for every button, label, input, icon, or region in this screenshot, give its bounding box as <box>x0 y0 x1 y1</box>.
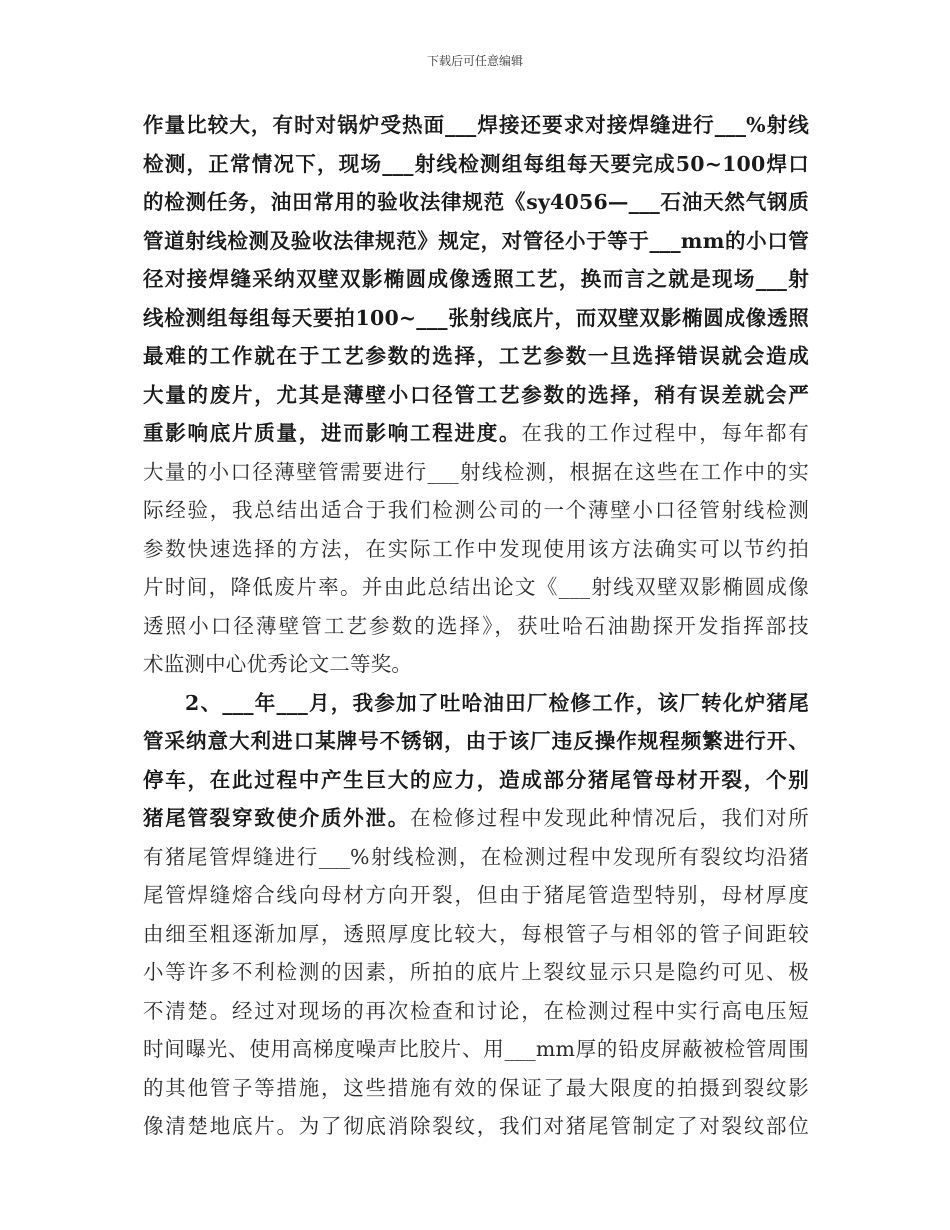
page-header: 下载后可任意编辑 <box>426 54 523 68</box>
body-text: 有猪尾管焊缝进行___%射线检测，在检测过程中发现所有裂纹均沿猪 <box>143 844 809 869</box>
text-line <box>143 145 809 184</box>
body-text: 术监测中心优秀论文二等奖。 <box>143 652 413 676</box>
text-line <box>143 106 809 145</box>
text-line <box>143 645 809 684</box>
bold-text: 线检测组每组每天要拍100~___张射线底片，而双壁双影椭圆成像透照 <box>143 305 809 330</box>
text-line <box>143 876 809 915</box>
body-text: 在检修过程中发现此种情况后，我们对所 <box>410 806 809 830</box>
bold-text: 作量比较大，有时对锅炉受热面___焊接还要求对接焊缝进行___%射线 <box>143 113 809 137</box>
bold-text: 管采纳意大利进口某牌号不锈钢，由于该厂违反操作规程频繁进行开、 <box>143 729 809 753</box>
body-text: 在我的工作过程中，每年都有 <box>521 421 809 445</box>
bold-text: 猪尾管裂穿致使介质外泄。 <box>143 806 411 830</box>
text-line <box>143 1107 809 1146</box>
bold-text: 重影响底片质量，进而影响工程进度。 <box>143 421 522 445</box>
text-line <box>143 183 809 222</box>
body-text: 参数快速选择的方法，在实际工作中发现使用该方法确实可以节约拍 <box>143 536 809 561</box>
bold-text: 大量的废片，尤其是薄壁小口径管工艺参数的选择，稍有误差就会严 <box>143 382 809 407</box>
text-line <box>143 838 809 877</box>
bold-text: 停车，在此过程中产生巨大的应力，造成部分猪尾管母材开裂，个别 <box>143 767 809 792</box>
text-line <box>143 1030 809 1069</box>
body-text: 片时间，降低废片率。并由此总结出论文《___射线双壁双影椭圆成像 <box>143 575 809 599</box>
text-line <box>143 222 809 261</box>
text-line <box>143 722 809 761</box>
text-line <box>143 530 809 569</box>
text-line <box>143 799 809 838</box>
text-line <box>143 607 809 646</box>
text-line <box>143 299 809 338</box>
text-line <box>143 453 809 492</box>
body-text: 透照小口径薄壁管工艺参数的选择》，获吐哈石油勘探开发指挥部技 <box>143 613 809 638</box>
bold-text: 的检测任务，油田常用的验收法律规范《sy4056—___石油天然气钢质 <box>143 190 809 214</box>
text-line <box>143 915 809 954</box>
body-text: 不清楚。经过对现场的再次检查和讨论，在检测过程中实行高电压短 <box>143 998 809 1023</box>
bold-text: 2、___年___月，我参加了吐哈油田厂检修工作，该厂转化炉猪尾 <box>185 690 809 715</box>
body-text: 时间曝光、使用高梯度噪声比胶片、用___mm厚的铅皮屏蔽被检管周围 <box>143 1037 809 1061</box>
bold-text: 检测，正常情况下，现场___射线检测组每组每天要完成50~100焊口 <box>143 151 809 176</box>
body-text: 像清楚地底片。为了彻底消除裂纹，我们对猪尾管制定了对裂纹部位 <box>143 1114 809 1138</box>
body-text: 的其他管子等措施，这些措施有效的保证了最大限度的拍摄到裂纹影 <box>143 1075 809 1100</box>
text-line <box>143 761 809 800</box>
text-line <box>143 491 809 530</box>
text-line <box>143 1069 809 1108</box>
bold-text: 管道射线检测及验收法律规范》规定，对管径小于等于___mm的小口管 <box>143 228 809 253</box>
text-line <box>143 376 809 415</box>
body-text: 小等许多不利检测的因素，所拍的底片上裂纹显示只是隐约可见、极 <box>143 960 809 984</box>
text-line <box>143 337 809 376</box>
text-line <box>143 260 809 299</box>
text-line <box>143 953 809 992</box>
text-line <box>143 992 809 1031</box>
bold-text: 径对接焊缝采纳双壁双影椭圆成像透照工艺，换而言之就是现场___射 <box>143 267 809 291</box>
body-text: 尾管焊缝熔合线向母材方向开裂，但由于猪尾管造型特别，母材厚度 <box>143 883 809 907</box>
text-line <box>143 568 809 607</box>
text-line <box>143 414 809 453</box>
body-text: 际经验，我总结出适合于我们检测公司的一个薄壁小口径管射线检测 <box>143 498 809 522</box>
document-body <box>143 106 809 1146</box>
body-text: 由细至粗逐渐加厚，透照厚度比较大，每根管子与相邻的管子间距较 <box>143 921 809 946</box>
body-text: 大量的小口径薄壁管需要进行___射线检测，根据在这些在工作中的实 <box>143 459 809 484</box>
bold-text: 最难的工作就在于工艺参数的选择，工艺参数一旦选择错误就会造成 <box>143 344 809 368</box>
text-line <box>143 684 809 723</box>
